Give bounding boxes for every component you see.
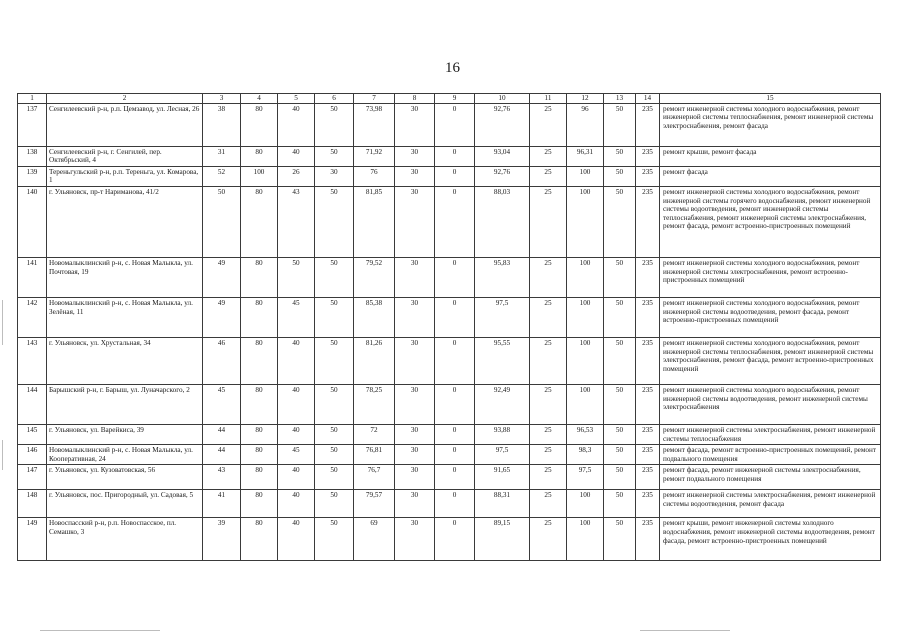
address-cell: Новомалыклинский р-н, с. Новая Малыкла, ул. Почтовая, 19 — [47, 257, 203, 297]
value-cell: 97,5 — [567, 465, 604, 490]
value-cell: 50 — [604, 146, 636, 166]
value-cell: 235 — [636, 146, 660, 166]
value-cell: 0 — [435, 186, 475, 257]
col-header: 12 — [567, 94, 604, 104]
value-cell: 40 — [278, 384, 315, 424]
value-cell: 72 — [354, 424, 395, 444]
value-cell: 25 — [530, 297, 567, 337]
value-cell: 91,65 — [475, 465, 530, 490]
value-cell: 25 — [530, 465, 567, 490]
table-row — [18, 297, 881, 337]
value-cell: 97,5 — [475, 297, 530, 337]
work-list-cell: ремонт инженерной системы холодного водоснабжения, ремонт инженерной системы горячего водоснабжения, ремонт инженерной системы водоотведения, ремонт инженерной системы теплоснабжения, ремонт инженерной системы электроснабжения, ремонт фасада, ремонт встроенно-пристроенных помещений — [660, 186, 881, 257]
work-list-cell: ремонт фасада — [660, 166, 881, 186]
value-cell: 50 — [315, 103, 354, 146]
address-cell: Новомалыклинский р-н, с. Новая Малыкла, ул. Зелёная, 11 — [47, 297, 203, 337]
value-cell: 49 — [203, 297, 241, 337]
value-cell: 100 — [567, 490, 604, 518]
value-cell: 235 — [636, 465, 660, 490]
value-cell: 30 — [395, 186, 435, 257]
value-cell: 50 — [604, 337, 636, 384]
value-cell: 80 — [241, 146, 278, 166]
value-cell: 78,25 — [354, 384, 395, 424]
value-cell: 0 — [435, 146, 475, 166]
value-cell: 50 — [278, 257, 315, 297]
value-cell: 96,31 — [567, 146, 604, 166]
col-header: 15 — [660, 94, 881, 104]
value-cell: 80 — [241, 337, 278, 384]
value-cell: 40 — [278, 424, 315, 444]
col-header: 2 — [47, 94, 203, 104]
value-cell: 76,81 — [354, 445, 395, 465]
value-cell: 50 — [604, 490, 636, 518]
value-cell: 235 — [636, 257, 660, 297]
table-row — [18, 465, 881, 490]
value-cell: 25 — [530, 518, 567, 561]
value-cell: 50 — [604, 186, 636, 257]
work-list-cell: ремонт крыши, ремонт фасада — [660, 146, 881, 166]
value-cell: 50 — [315, 445, 354, 465]
value-cell: 49 — [203, 257, 241, 297]
value-cell: 88,03 — [475, 186, 530, 257]
value-cell: 71,92 — [354, 146, 395, 166]
value-cell: 30 — [395, 337, 435, 384]
row-number-cell: 149 — [18, 518, 47, 561]
value-cell: 76,7 — [354, 465, 395, 490]
work-list-cell: ремонт инженерной системы электроснабжения, ремонт инженерной системы теплоснабжения — [660, 424, 881, 444]
address-cell: Новомалыклинский р-н, с. Новая Малыкла, ул. Кооперативная, 24 — [47, 445, 203, 465]
value-cell: 30 — [395, 445, 435, 465]
value-cell: 40 — [278, 337, 315, 384]
scan-mark — [2, 440, 3, 470]
value-cell: 76 — [354, 166, 395, 186]
value-cell: 50 — [604, 465, 636, 490]
value-cell: 40 — [278, 103, 315, 146]
value-cell: 100 — [567, 337, 604, 384]
value-cell: 93,88 — [475, 424, 530, 444]
header-row — [18, 94, 881, 104]
scan-mark — [640, 630, 730, 631]
value-cell: 92,76 — [475, 166, 530, 186]
work-list-cell: ремонт инженерной системы холодного водоснабжения, ремонт инженерной системы электроснабжения, ремонт встроенно-пристроенных помещений — [660, 257, 881, 297]
value-cell: 235 — [636, 103, 660, 146]
work-list-cell: ремонт крыши, ремонт инженерной системы холодного водоснабжения, ремонт инженерной системы водоотведения, ремонт фасада, ремонт встроенно-пристроенных помещений — [660, 518, 881, 561]
value-cell: 80 — [241, 186, 278, 257]
value-cell: 100 — [567, 518, 604, 561]
value-cell: 79,52 — [354, 257, 395, 297]
value-cell: 235 — [636, 445, 660, 465]
work-list-cell: ремонт инженерной системы холодного водоснабжения, ремонт инженерной системы теплоснабжения, ремонт инженерной системы электроснабжения, ремонт фасада, ремонт встроенно-пристроенных помещений — [660, 337, 881, 384]
value-cell: 44 — [203, 445, 241, 465]
col-header: 3 — [203, 94, 241, 104]
value-cell: 50 — [604, 424, 636, 444]
value-cell: 25 — [530, 166, 567, 186]
value-cell: 46 — [203, 337, 241, 384]
value-cell: 25 — [530, 384, 567, 424]
value-cell: 25 — [530, 424, 567, 444]
value-cell: 100 — [241, 166, 278, 186]
value-cell: 30 — [395, 166, 435, 186]
value-cell: 0 — [435, 384, 475, 424]
value-cell: 38 — [203, 103, 241, 146]
scan-mark — [40, 630, 160, 631]
row-number-cell: 143 — [18, 337, 47, 384]
value-cell: 50 — [203, 186, 241, 257]
work-list-cell: ремонт инженерной системы холодного водоснабжения, ремонт инженерной системы теплоснабжения, ремонт инженерной системы электроснабжения, ремонт фасада — [660, 103, 881, 146]
value-cell: 52 — [203, 166, 241, 186]
row-number-cell: 146 — [18, 445, 47, 465]
value-cell: 30 — [395, 490, 435, 518]
value-cell: 25 — [530, 445, 567, 465]
address-cell: Новоспасский р-н, р.п. Новоспасское, пл. Семашко, 3 — [47, 518, 203, 561]
value-cell: 45 — [278, 445, 315, 465]
table-row — [18, 384, 881, 424]
value-cell: 30 — [395, 424, 435, 444]
col-header: 9 — [435, 94, 475, 104]
col-header: 1 — [18, 94, 47, 104]
value-cell: 40 — [278, 465, 315, 490]
value-cell: 43 — [203, 465, 241, 490]
value-cell: 0 — [435, 297, 475, 337]
row-number-cell: 137 — [18, 103, 47, 146]
work-list-cell: ремонт инженерной системы холодного водоснабжения, ремонт инженерной системы водоотведения, ремонт фасада, ремонт встроенно-пристроенных помещений — [660, 297, 881, 337]
value-cell: 50 — [315, 257, 354, 297]
value-cell: 45 — [203, 384, 241, 424]
table-row — [18, 424, 881, 444]
value-cell: 0 — [435, 518, 475, 561]
table-row — [18, 166, 881, 186]
value-cell: 25 — [530, 103, 567, 146]
value-cell: 80 — [241, 424, 278, 444]
register-table — [17, 93, 881, 561]
table-row — [18, 445, 881, 465]
value-cell: 41 — [203, 490, 241, 518]
address-cell: г. Ульяновск, ул. Хрустальная, 34 — [47, 337, 203, 384]
value-cell: 235 — [636, 490, 660, 518]
value-cell: 73,98 — [354, 103, 395, 146]
value-cell: 235 — [636, 424, 660, 444]
value-cell: 30 — [395, 518, 435, 561]
col-header: 13 — [604, 94, 636, 104]
col-header: 4 — [241, 94, 278, 104]
row-number-cell: 147 — [18, 465, 47, 490]
value-cell: 25 — [530, 490, 567, 518]
value-cell: 80 — [241, 257, 278, 297]
value-cell: 80 — [241, 103, 278, 146]
row-number-cell: 139 — [18, 166, 47, 186]
value-cell: 50 — [315, 424, 354, 444]
value-cell: 0 — [435, 445, 475, 465]
value-cell: 30 — [395, 465, 435, 490]
value-cell: 50 — [315, 490, 354, 518]
address-cell: Тереньгульский р-н, р.п. Тереньга, ул. Комарова, 1 — [47, 166, 203, 186]
value-cell: 100 — [567, 186, 604, 257]
table-row — [18, 186, 881, 257]
value-cell: 50 — [315, 337, 354, 384]
table-row — [18, 257, 881, 297]
work-list-cell: ремонт фасада, ремонт инженерной системы электроснабжения, ремонт подвального помещения — [660, 465, 881, 490]
col-header: 8 — [395, 94, 435, 104]
value-cell: 25 — [530, 337, 567, 384]
address-cell: г. Ульяновск, ул. Кузоватовская, 56 — [47, 465, 203, 490]
address-cell: Сенгилеевский р-н, г. Сенгилей, пер. Октябрьский, 4 — [47, 146, 203, 166]
work-list-cell: ремонт инженерной системы холодного водоснабжения, ремонт инженерной системы водоотведения, ремонт инженерной системы электроснабжения — [660, 384, 881, 424]
value-cell: 50 — [315, 297, 354, 337]
value-cell: 30 — [395, 146, 435, 166]
col-header: 10 — [475, 94, 530, 104]
value-cell: 25 — [530, 186, 567, 257]
value-cell: 50 — [315, 518, 354, 561]
value-cell: 0 — [435, 424, 475, 444]
value-cell: 30 — [395, 103, 435, 146]
value-cell: 235 — [636, 186, 660, 257]
work-list-cell: ремонт фасада, ремонт встроенно-пристроенных помещений, ремонт подвального помещения — [660, 445, 881, 465]
value-cell: 80 — [241, 490, 278, 518]
value-cell: 81,85 — [354, 186, 395, 257]
value-cell: 80 — [241, 384, 278, 424]
value-cell: 50 — [604, 103, 636, 146]
address-cell: г. Ульяновск, пр-т Нариманова, 41/2 — [47, 186, 203, 257]
value-cell: 25 — [530, 146, 567, 166]
value-cell: 89,15 — [475, 518, 530, 561]
col-header: 11 — [530, 94, 567, 104]
row-number-cell: 141 — [18, 257, 47, 297]
value-cell: 0 — [435, 337, 475, 384]
scan-mark — [2, 300, 3, 345]
row-number-cell: 144 — [18, 384, 47, 424]
value-cell: 92,76 — [475, 103, 530, 146]
col-header: 14 — [636, 94, 660, 104]
value-cell: 40 — [278, 146, 315, 166]
value-cell: 30 — [315, 166, 354, 186]
value-cell: 40 — [278, 518, 315, 561]
value-cell: 0 — [435, 465, 475, 490]
value-cell: 235 — [636, 337, 660, 384]
value-cell: 80 — [241, 445, 278, 465]
address-cell: Сенгилеевский р-н, р.п. Цемзавод, ул. Лесная, 26 — [47, 103, 203, 146]
value-cell: 96 — [567, 103, 604, 146]
value-cell: 235 — [636, 166, 660, 186]
value-cell: 50 — [604, 384, 636, 424]
value-cell: 50 — [315, 146, 354, 166]
value-cell: 50 — [604, 445, 636, 465]
value-cell: 50 — [315, 465, 354, 490]
value-cell: 39 — [203, 518, 241, 561]
value-cell: 30 — [395, 257, 435, 297]
address-cell: Барышский р-н, г. Барыш, ул. Луначарского, 2 — [47, 384, 203, 424]
work-list-cell: ремонт инженерной системы электроснабжения, ремонт инженерной системы водоотведения, ремонт фасада — [660, 490, 881, 518]
value-cell: 26 — [278, 166, 315, 186]
table-row — [18, 146, 881, 166]
value-cell: 98,3 — [567, 445, 604, 465]
row-number-cell: 138 — [18, 146, 47, 166]
value-cell: 235 — [636, 297, 660, 337]
value-cell: 30 — [395, 297, 435, 337]
value-cell: 92,49 — [475, 384, 530, 424]
row-number-cell: 140 — [18, 186, 47, 257]
value-cell: 235 — [636, 384, 660, 424]
value-cell: 97,5 — [475, 445, 530, 465]
value-cell: 100 — [567, 297, 604, 337]
table-row — [18, 337, 881, 384]
value-cell: 88,31 — [475, 490, 530, 518]
value-cell: 50 — [315, 384, 354, 424]
col-header: 5 — [278, 94, 315, 104]
col-header: 7 — [354, 94, 395, 104]
value-cell: 0 — [435, 166, 475, 186]
value-cell: 50 — [604, 166, 636, 186]
value-cell: 80 — [241, 297, 278, 337]
address-cell: г. Ульяновск, пос. Пригородный, ул. Садовая, 5 — [47, 490, 203, 518]
value-cell: 0 — [435, 103, 475, 146]
value-cell: 100 — [567, 384, 604, 424]
value-cell: 31 — [203, 146, 241, 166]
value-cell: 50 — [604, 257, 636, 297]
value-cell: 100 — [567, 166, 604, 186]
value-cell: 44 — [203, 424, 241, 444]
table-row — [18, 103, 881, 146]
value-cell: 30 — [395, 384, 435, 424]
value-cell: 40 — [278, 490, 315, 518]
value-cell: 80 — [241, 518, 278, 561]
value-cell: 45 — [278, 297, 315, 337]
value-cell: 50 — [604, 297, 636, 337]
value-cell: 100 — [567, 257, 604, 297]
row-number-cell: 145 — [18, 424, 47, 444]
value-cell: 81,26 — [354, 337, 395, 384]
row-number-cell: 148 — [18, 490, 47, 518]
value-cell: 0 — [435, 490, 475, 518]
table-row — [18, 490, 881, 518]
value-cell: 0 — [435, 257, 475, 297]
address-cell: г. Ульяновск, ул. Варейкиса, 39 — [47, 424, 203, 444]
value-cell: 95,55 — [475, 337, 530, 384]
value-cell: 235 — [636, 518, 660, 561]
value-cell: 93,04 — [475, 146, 530, 166]
value-cell: 79,57 — [354, 490, 395, 518]
value-cell: 85,38 — [354, 297, 395, 337]
table-row — [18, 518, 881, 561]
value-cell: 96,53 — [567, 424, 604, 444]
value-cell: 50 — [604, 518, 636, 561]
value-cell: 95,83 — [475, 257, 530, 297]
row-number-cell: 142 — [18, 297, 47, 337]
col-header: 6 — [315, 94, 354, 104]
page-number: 16 — [445, 60, 460, 76]
value-cell: 25 — [530, 257, 567, 297]
value-cell: 69 — [354, 518, 395, 561]
value-cell: 50 — [315, 186, 354, 257]
value-cell: 80 — [241, 465, 278, 490]
value-cell: 43 — [278, 186, 315, 257]
